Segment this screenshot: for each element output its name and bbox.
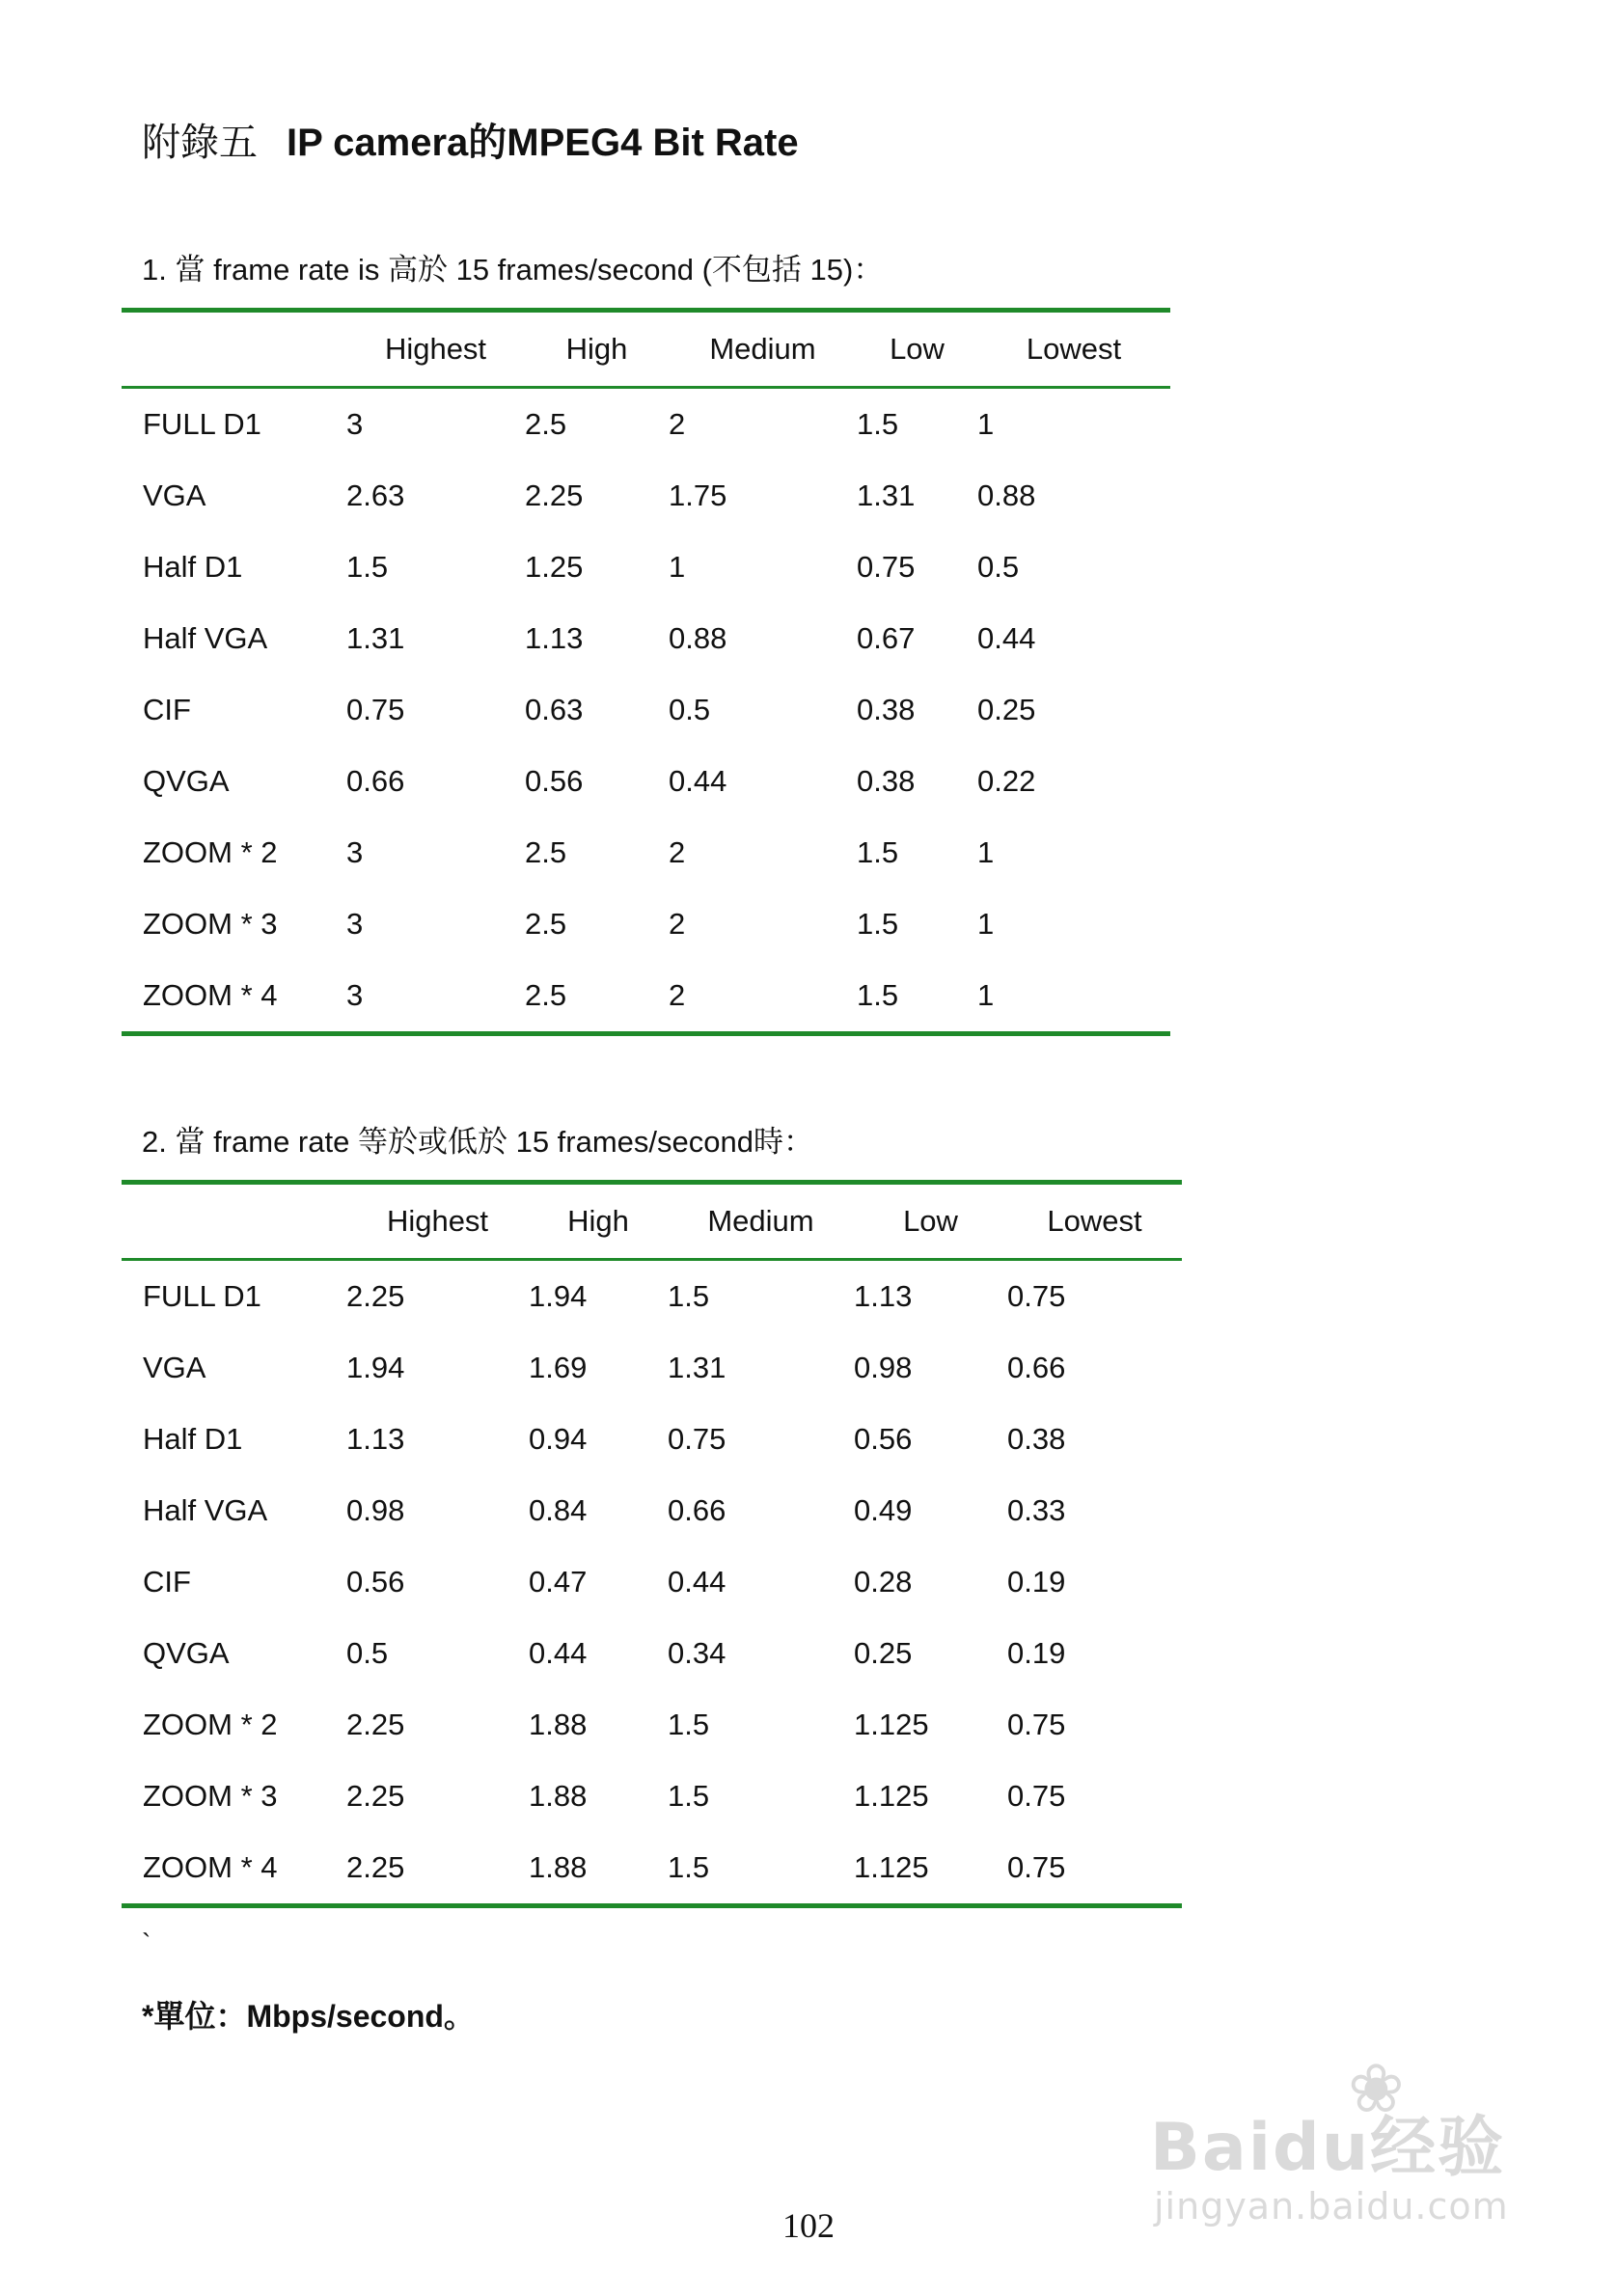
table-cell: 1.125 bbox=[854, 1779, 929, 1813]
column-header-high: High bbox=[565, 332, 628, 366]
title-prefix: 附錄五 bbox=[142, 122, 258, 164]
column-header-low: Low bbox=[903, 1204, 958, 1238]
column-header-medium: Medium bbox=[707, 1204, 814, 1238]
table-cell: 2.25 bbox=[346, 1779, 405, 1813]
table-row bbox=[122, 1546, 1182, 1618]
table-cell: 0.25 bbox=[854, 1636, 913, 1670]
table-cell: 0.56 bbox=[346, 1565, 405, 1599]
row-label: QVGA bbox=[143, 1636, 230, 1670]
row-label: CIF bbox=[143, 693, 191, 726]
table-row bbox=[122, 817, 1170, 888]
table-cell: 0.5 bbox=[977, 550, 1020, 584]
row-label: CIF bbox=[143, 1565, 191, 1599]
row-label: Half D1 bbox=[143, 1422, 243, 1456]
table-cell: 0.47 bbox=[529, 1565, 588, 1599]
table-cell: 2 bbox=[669, 907, 686, 941]
table-cell: 0.63 bbox=[525, 693, 584, 726]
table-cell: 0.84 bbox=[529, 1493, 588, 1527]
table-cell: 0.67 bbox=[857, 621, 916, 655]
table-cell: 1.25 bbox=[525, 550, 584, 584]
table-cell: 1.13 bbox=[525, 621, 584, 655]
table-cell: 0.66 bbox=[346, 764, 405, 798]
bitrate-table-low-framerate bbox=[122, 1180, 1182, 1908]
table-cell: 3 bbox=[346, 407, 364, 441]
row-label: VGA bbox=[143, 1351, 206, 1384]
table-cell: 0.56 bbox=[854, 1422, 913, 1456]
table-cell: 1 bbox=[977, 407, 995, 441]
row-label: ZOOM * 2 bbox=[143, 1708, 278, 1741]
table-row bbox=[122, 888, 1170, 960]
table-cell: 0.38 bbox=[857, 693, 916, 726]
table-cell: 2.5 bbox=[525, 907, 567, 941]
table-cell: 0.44 bbox=[977, 621, 1036, 655]
table-cell: 2 bbox=[669, 978, 686, 1012]
table-cell: 0.25 bbox=[977, 693, 1036, 726]
table-cell: 1.5 bbox=[857, 835, 899, 869]
table-row bbox=[122, 1404, 1182, 1475]
table-cell: 0.19 bbox=[1007, 1565, 1066, 1599]
table-header-row bbox=[122, 1183, 1182, 1260]
table-row bbox=[122, 674, 1170, 746]
table-cell: 1.5 bbox=[857, 907, 899, 941]
table-cell: 0.38 bbox=[857, 764, 916, 798]
table-cell: 1.125 bbox=[854, 1708, 929, 1741]
row-label: FULL D1 bbox=[143, 407, 261, 441]
table-cell: 2 bbox=[669, 835, 686, 869]
table-cell: 0.22 bbox=[977, 764, 1036, 798]
column-header-lowest: Lowest bbox=[1026, 332, 1122, 366]
table-cell: 3 bbox=[346, 978, 364, 1012]
table-cell: 0.5 bbox=[669, 693, 711, 726]
table-cell: 2.25 bbox=[346, 1279, 405, 1313]
column-header-high: High bbox=[567, 1204, 629, 1238]
row-label: FULL D1 bbox=[143, 1279, 261, 1313]
table-row bbox=[122, 746, 1170, 817]
bitrate-table-high-framerate bbox=[122, 308, 1170, 1036]
table-cell: 0.5 bbox=[346, 1636, 389, 1670]
row-label: ZOOM * 2 bbox=[143, 835, 278, 869]
table-cell: 1 bbox=[977, 978, 995, 1012]
column-header-highest: Highest bbox=[384, 332, 487, 366]
table-cell: 0.98 bbox=[346, 1493, 405, 1527]
row-label: ZOOM * 3 bbox=[143, 1779, 278, 1813]
title-main: IP camera的MPEG4 Bit Rate bbox=[287, 122, 799, 164]
table-cell: 1.5 bbox=[668, 1708, 710, 1741]
table-cell: 0.75 bbox=[1007, 1708, 1066, 1741]
table-cell: 1.31 bbox=[857, 478, 916, 512]
table-cell: 1.125 bbox=[854, 1850, 929, 1884]
watermark-brand: Baidu经验 bbox=[1150, 2110, 1506, 2186]
table-cell: 3 bbox=[346, 907, 364, 941]
table-cell: 1.75 bbox=[669, 478, 727, 512]
table-row bbox=[122, 1689, 1182, 1761]
table-cell: 1.13 bbox=[854, 1279, 913, 1313]
stray-mark: ` bbox=[142, 1928, 151, 1958]
column-header-low: Low bbox=[890, 332, 945, 366]
table-cell: 2.63 bbox=[346, 478, 405, 512]
row-label: QVGA bbox=[143, 764, 230, 798]
table-cell: 0.28 bbox=[854, 1565, 913, 1599]
table-cell: 0.19 bbox=[1007, 1636, 1066, 1670]
row-label: ZOOM * 4 bbox=[143, 978, 278, 1012]
table-cell: 0.38 bbox=[1007, 1422, 1066, 1456]
table-row bbox=[122, 388, 1170, 461]
table-cell: 1.5 bbox=[346, 550, 389, 584]
table-cell: 1.5 bbox=[668, 1779, 710, 1813]
table-cell: 1.13 bbox=[346, 1422, 405, 1456]
table-cell: 0.75 bbox=[668, 1422, 726, 1456]
table-cell: 1.94 bbox=[346, 1351, 405, 1384]
table-cell: 3 bbox=[346, 835, 364, 869]
table-cell: 0.75 bbox=[857, 550, 916, 584]
section-1-label: 1. 當 frame rate is 高於 15 frames/second (不包括 15)： bbox=[142, 253, 884, 287]
table-cell: 2.25 bbox=[346, 1708, 405, 1741]
table-cell: 1 bbox=[977, 907, 995, 941]
table-cell: 0.66 bbox=[668, 1493, 726, 1527]
table-cell: 0.75 bbox=[1007, 1779, 1066, 1813]
table-cell: 1.5 bbox=[668, 1279, 710, 1313]
table-cell: 2 bbox=[669, 407, 686, 441]
row-label: Half VGA bbox=[143, 621, 268, 655]
section-2-label: 2. 當 frame rate 等於或低於 15 frames/second時： bbox=[142, 1125, 813, 1159]
column-header-resolution bbox=[122, 311, 346, 388]
table-cell: 0.75 bbox=[1007, 1279, 1066, 1313]
table-cell: 1.5 bbox=[668, 1850, 710, 1884]
column-header-resolution bbox=[122, 1183, 346, 1260]
table-cell: 2.25 bbox=[525, 478, 584, 512]
table-cell: 1.31 bbox=[668, 1351, 726, 1384]
table-header-row bbox=[122, 311, 1170, 388]
table-cell: 1.88 bbox=[529, 1850, 588, 1884]
table-row bbox=[122, 1475, 1182, 1546]
table-cell: 1.69 bbox=[529, 1351, 588, 1384]
table-row bbox=[122, 532, 1170, 603]
table-cell: 1.94 bbox=[529, 1279, 588, 1313]
table-cell: 0.33 bbox=[1007, 1493, 1066, 1527]
row-label: ZOOM * 4 bbox=[143, 1850, 278, 1884]
table-cell: 2.5 bbox=[525, 407, 567, 441]
page-number: 102 bbox=[782, 2206, 835, 2245]
table-cell: 0.75 bbox=[346, 693, 405, 726]
column-header-highest: Highest bbox=[386, 1204, 489, 1238]
table-cell: 1.5 bbox=[857, 978, 899, 1012]
table-row bbox=[122, 460, 1170, 532]
table-row bbox=[122, 1260, 1182, 1333]
table-cell: 2.5 bbox=[525, 978, 567, 1012]
table-cell: 0.88 bbox=[669, 621, 727, 655]
column-header-lowest: Lowest bbox=[1047, 1204, 1142, 1238]
table-cell: 1.88 bbox=[529, 1708, 588, 1741]
table-cell: 0.44 bbox=[669, 764, 727, 798]
table-row bbox=[122, 1832, 1182, 1906]
table-cell: 0.66 bbox=[1007, 1351, 1066, 1384]
table-cell: 1.5 bbox=[857, 407, 899, 441]
table-cell: 1 bbox=[977, 835, 995, 869]
table-cell: 0.88 bbox=[977, 478, 1036, 512]
table-row bbox=[122, 1332, 1182, 1404]
column-header-medium: Medium bbox=[709, 332, 816, 366]
paw-icon: ❀ bbox=[1348, 2049, 1405, 2128]
row-label: ZOOM * 3 bbox=[143, 907, 278, 941]
table-cell: 0.49 bbox=[854, 1493, 913, 1527]
table-row bbox=[122, 1761, 1182, 1832]
table-cell: 0.94 bbox=[529, 1422, 588, 1456]
table-cell: 0.56 bbox=[525, 764, 584, 798]
table-cell: 0.34 bbox=[668, 1636, 726, 1670]
table-row bbox=[122, 960, 1170, 1034]
page-title bbox=[142, 116, 799, 170]
table-cell: 2.25 bbox=[346, 1850, 405, 1884]
row-label: Half D1 bbox=[143, 550, 243, 584]
table-cell: 1.31 bbox=[346, 621, 405, 655]
table-cell: 0.44 bbox=[668, 1565, 726, 1599]
unit-note: *單位：Mbps/second。 bbox=[142, 1999, 475, 2034]
table-cell: 1.88 bbox=[529, 1779, 588, 1813]
watermark-domain: jingyan.baidu.com bbox=[1154, 2185, 1509, 2228]
table-row bbox=[122, 1618, 1182, 1689]
table-row bbox=[122, 603, 1170, 674]
table-cell: 2.5 bbox=[525, 835, 567, 869]
row-label: VGA bbox=[143, 478, 206, 512]
table-cell: 0.44 bbox=[529, 1636, 588, 1670]
table-cell: 0.98 bbox=[854, 1351, 913, 1384]
row-label: Half VGA bbox=[143, 1493, 268, 1527]
watermark bbox=[1150, 2049, 1536, 2228]
table-cell: 0.75 bbox=[1007, 1850, 1066, 1884]
table-cell: 1 bbox=[669, 550, 686, 584]
